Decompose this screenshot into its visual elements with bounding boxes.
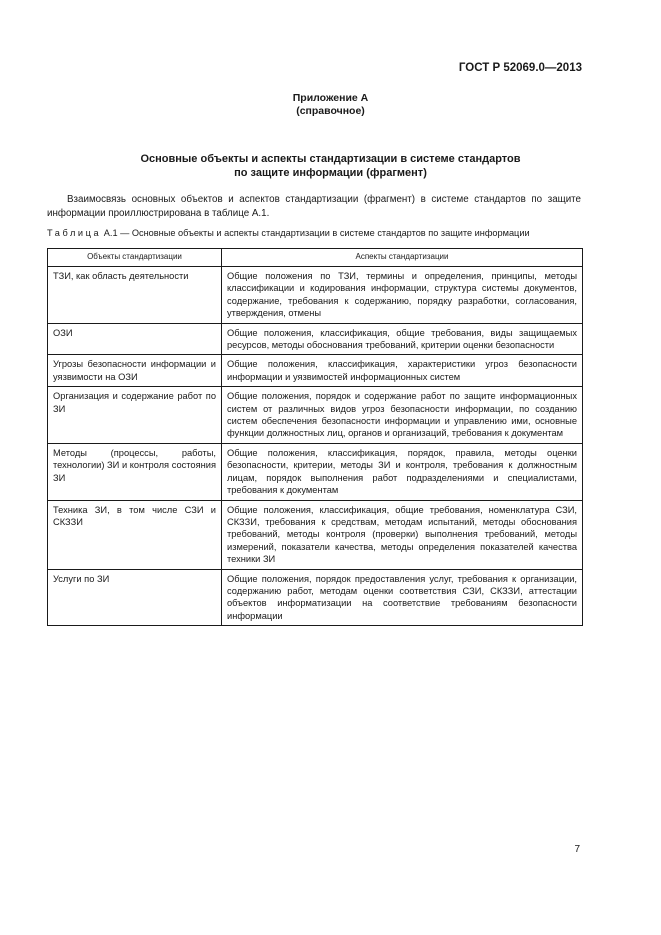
object-cell: ОЗИ [48, 323, 222, 355]
document-code: ГОСТ Р 52069.0—2013 [458, 62, 582, 74]
table-row [48, 569, 583, 626]
header-aspects: Аспекты стандартизации [222, 249, 583, 267]
table-row [48, 323, 583, 355]
object-cell: Услуги по ЗИ [48, 569, 222, 626]
table-caption-prefix: Таблица [47, 228, 102, 238]
table-row [48, 387, 583, 444]
section-title-line-2: по защите информации (фрагмент) [234, 167, 427, 179]
table-row [48, 355, 583, 387]
object-cell: Организация и содержание работ по ЗИ [48, 387, 222, 444]
aspect-cell: Общие положения, классификация, общие требования, виды защищаемых ресурсов, методы обоснования требований, критерии оценки безопасности [222, 323, 583, 355]
header-objects: Объекты стандартизации [48, 249, 222, 267]
section-title [0, 152, 661, 180]
aspect-cell: Общие положения по ТЗИ, термины и определения, принципы, методы классификации и кодирования информации, структура системы документов, содержание, требования к содержанию, порядку разработки, согласования, утверждения, отмены [222, 267, 583, 324]
intro-paragraph: Взаимосвязь основных объектов и аспектов стандартизации (фрагмент) в системе стандартов по защите информации проиллюстрирована в таблице А.1. [47, 194, 581, 219]
object-cell: ТЗИ, как область деятельности [48, 267, 222, 324]
aspect-cell: Общие положения, порядок предоставления услуг, требования к организации, содержанию работ, методам оценки соответствия СЗИ, СКЗЗИ, аттестации объектов информатизации на соответствие требованиям безопасности информации [222, 569, 583, 626]
object-cell: Методы (процессы, работы, технологии) ЗИ и контроля состояния ЗИ [48, 443, 222, 500]
section-title-line-1: Основные объекты и аспекты стандартизации в системе стандартов [140, 153, 521, 165]
table-header-row [48, 249, 583, 267]
page-number: 7 [574, 844, 580, 855]
aspect-cell: Общие положения, классификация, общие требования, номенклатура СЗИ, СКЗЗИ, требования к средствам, методам испытаний, методы обоснования требований, методы контроля (проверки) выполнения требований, методы измерений, показатели качества, методы определения показателей качества техники ЗИ [222, 500, 583, 569]
appendix-subtitle: (справочное) [296, 105, 365, 117]
aspect-cell: Общие положения, классификация, порядок, правила, методы оценки безопасности, критерии, методы ЗИ и контроля, требования к должностным лицам, порядок выполнения работ подразделениями и специалистами, требования к документам [222, 443, 583, 500]
table-caption-text: А.1 — Основные объекты и аспекты стандартизации в системе стандартов по защите информации [101, 228, 530, 238]
table-row [48, 500, 583, 569]
appendix-title: Приложение А [292, 92, 369, 104]
standardization-table [47, 248, 583, 626]
table-row [48, 443, 583, 500]
table-caption [47, 228, 587, 238]
aspect-cell: Общие положения, порядок и содержание работ по защите информационных систем от различных видов угроз безопасности информации, по созданию систем обеспечения безопасности информации и управлению ими, основные функции должностных лиц, органов и организаций, требования к документам [222, 387, 583, 444]
object-cell: Техника ЗИ, в том числе СЗИ и СКЗЗИ [48, 500, 222, 569]
appendix-heading [0, 92, 661, 118]
aspect-cell: Общие положения, классификация, характеристики угроз безопасности информации и уязвимостей информационных систем [222, 355, 583, 387]
table-row [48, 267, 583, 324]
object-cell: Угрозы безопасности информации и уязвимости на ОЗИ [48, 355, 222, 387]
